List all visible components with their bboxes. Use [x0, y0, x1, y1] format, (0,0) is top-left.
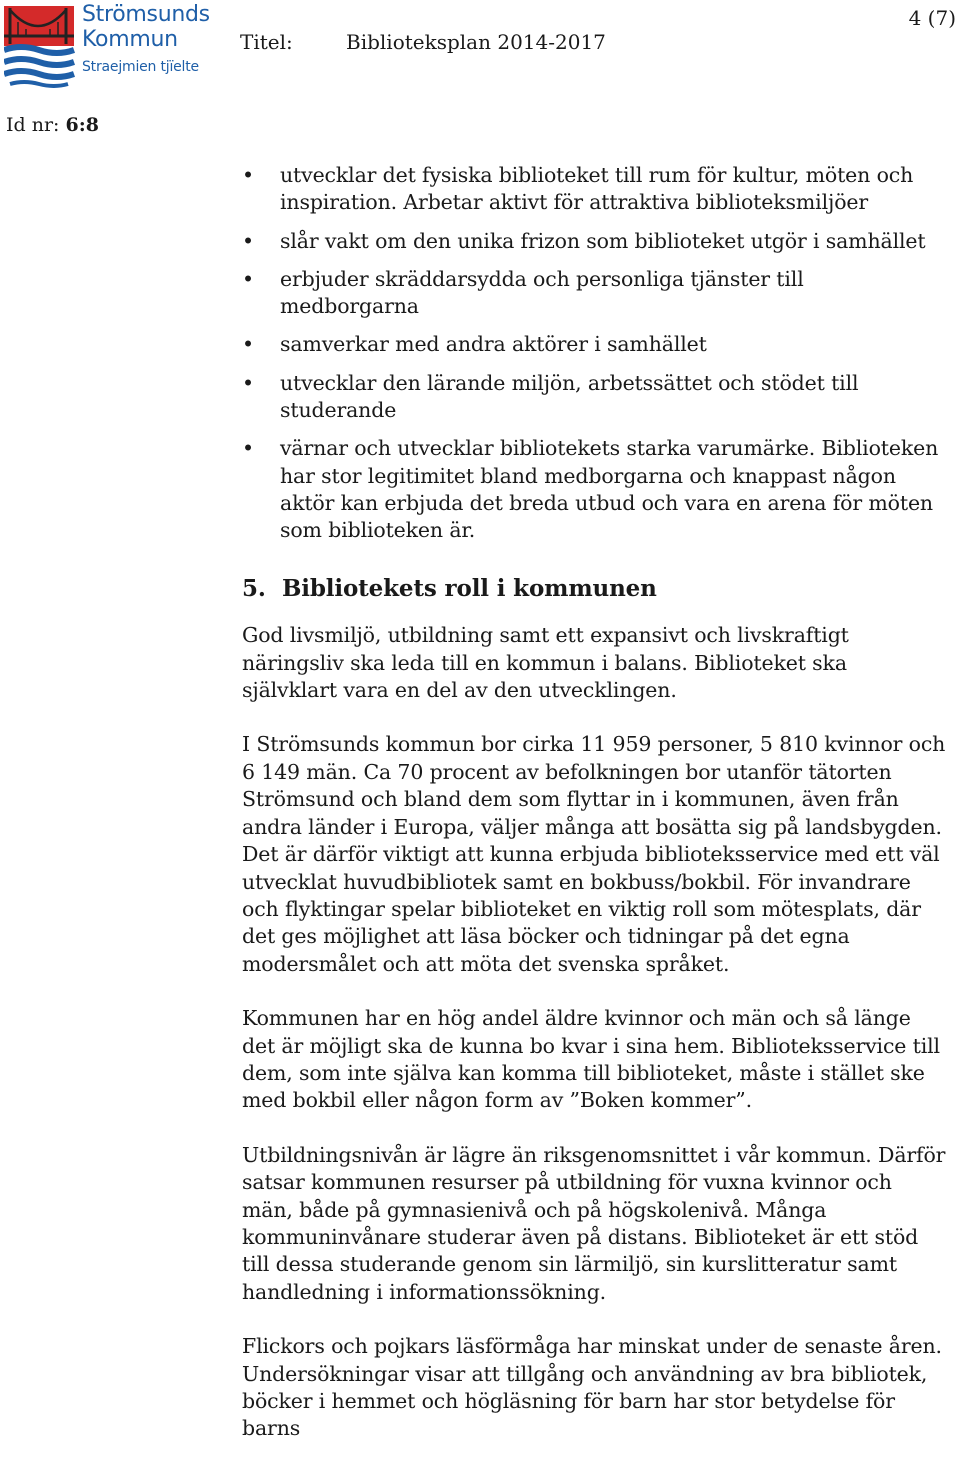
- title-label: Titel:: [240, 30, 293, 54]
- list-item: • erbjuder skräddarsydda och personliga tjänster till medborgarna: [242, 266, 948, 321]
- id-label: Id nr:: [6, 114, 60, 136]
- list-item: • samverkar med andra aktörer i samhället: [242, 331, 948, 358]
- paragraph: Kommunen har en hög andel äldre kvinnor och män och så länge det är möjligt ska de kunna bo kvar i sina hem. Biblioteksservice till dem, som inte själva kan komma till biblioteket, måste i stället ske med bokbil eller någon form av ”Boken kommer”.: [242, 1006, 940, 1113]
- id-number: [6, 114, 99, 136]
- page-header: [0, 0, 960, 150]
- list-item: • värnar och utvecklar bibliotekets starka varumärke. Biblioteken har stor legitimitet bland medborgarna och knappast någon aktör kan erbjuda det breda utbud och vara en arena för möten som biblioteken är.: [242, 435, 948, 545]
- logo-wordmark: [82, 4, 210, 74]
- document-body: [242, 162, 948, 1470]
- logo-line-2: Kommun: [82, 27, 178, 52]
- document-title: Biblioteksplan 2014-2017: [346, 30, 606, 54]
- list-item: • utvecklar det fysiska biblioteket till rum för kultur, möten och inspiration. Arbetar aktivt för attraktiva biblioteksmiljöer: [242, 162, 948, 217]
- list-item: • slår vakt om den unika frizon som biblioteket utgör i samhället: [242, 228, 948, 255]
- section-heading: [242, 575, 948, 602]
- municipality-logo: [4, 2, 214, 88]
- bridge-waves-icon: [4, 2, 78, 88]
- page-number: 4 (7): [908, 6, 956, 30]
- section-title: Bibliotekets roll i kommunen: [282, 574, 657, 602]
- id-value: 6:8: [65, 114, 99, 136]
- list-item: • utvecklar den lärande miljön, arbetssättet och stödet till studerande: [242, 370, 948, 425]
- paragraph: I Strömsunds kommun bor cirka 11 959 personer, 5 810 kvinnor och 6 149 män. Ca 70 procent av befolkningen bor utanför tätorten Strömsund och bland dem som flyttar in i kommunen, även från andra länder i Europa, väljer många att bosätta sig på landsbygden. Det är därför viktigt att kunna erbjuda biblioteksservice med ett väl utvecklat huvudbibliotek samt en bokbuss/bokbil. För invandrare och flyktingar spelar biblioteket en viktig roll som mötesplats, där det ges möjlighet att läsa böcker och tidningar på det egna modersmålet och att möta det svenska språket.: [242, 732, 946, 976]
- bullet-list: [242, 162, 948, 545]
- paragraph: Utbildningsnivån är lägre än riksgenomsnittet i vår kommun. Därför satsar kommunen resurser på utbildning för vuxna kvinnor och män, både på gymnasienivå och på högskolenivå. Många kommuninvånare studerar även på distans. Biblioteket är ett stöd till dessa studerande genom sin lärmiljö, sin kurslitteratur samt handledning i informationssökning.: [242, 1142, 946, 1304]
- logo-line-1: Strömsunds: [82, 2, 210, 27]
- section-number: 5.: [242, 574, 266, 602]
- paragraph: God livsmiljö, utbildning samt ett expansivt och livskraftigt näringsliv ska leda till en kommun i balans. Biblioteket ska självklart vara en del av den utvecklingen.: [242, 623, 849, 703]
- paragraph: Flickors och pojkars läsförmåga har minskat under de senaste åren. Undersökningar visar att tillgång och användning av bra bibliotek, böcker i hemmet och högläsning för barn har stor betydelse för barns: [242, 1334, 942, 1441]
- logo-line-3: Straejmien tjïelte: [82, 59, 199, 75]
